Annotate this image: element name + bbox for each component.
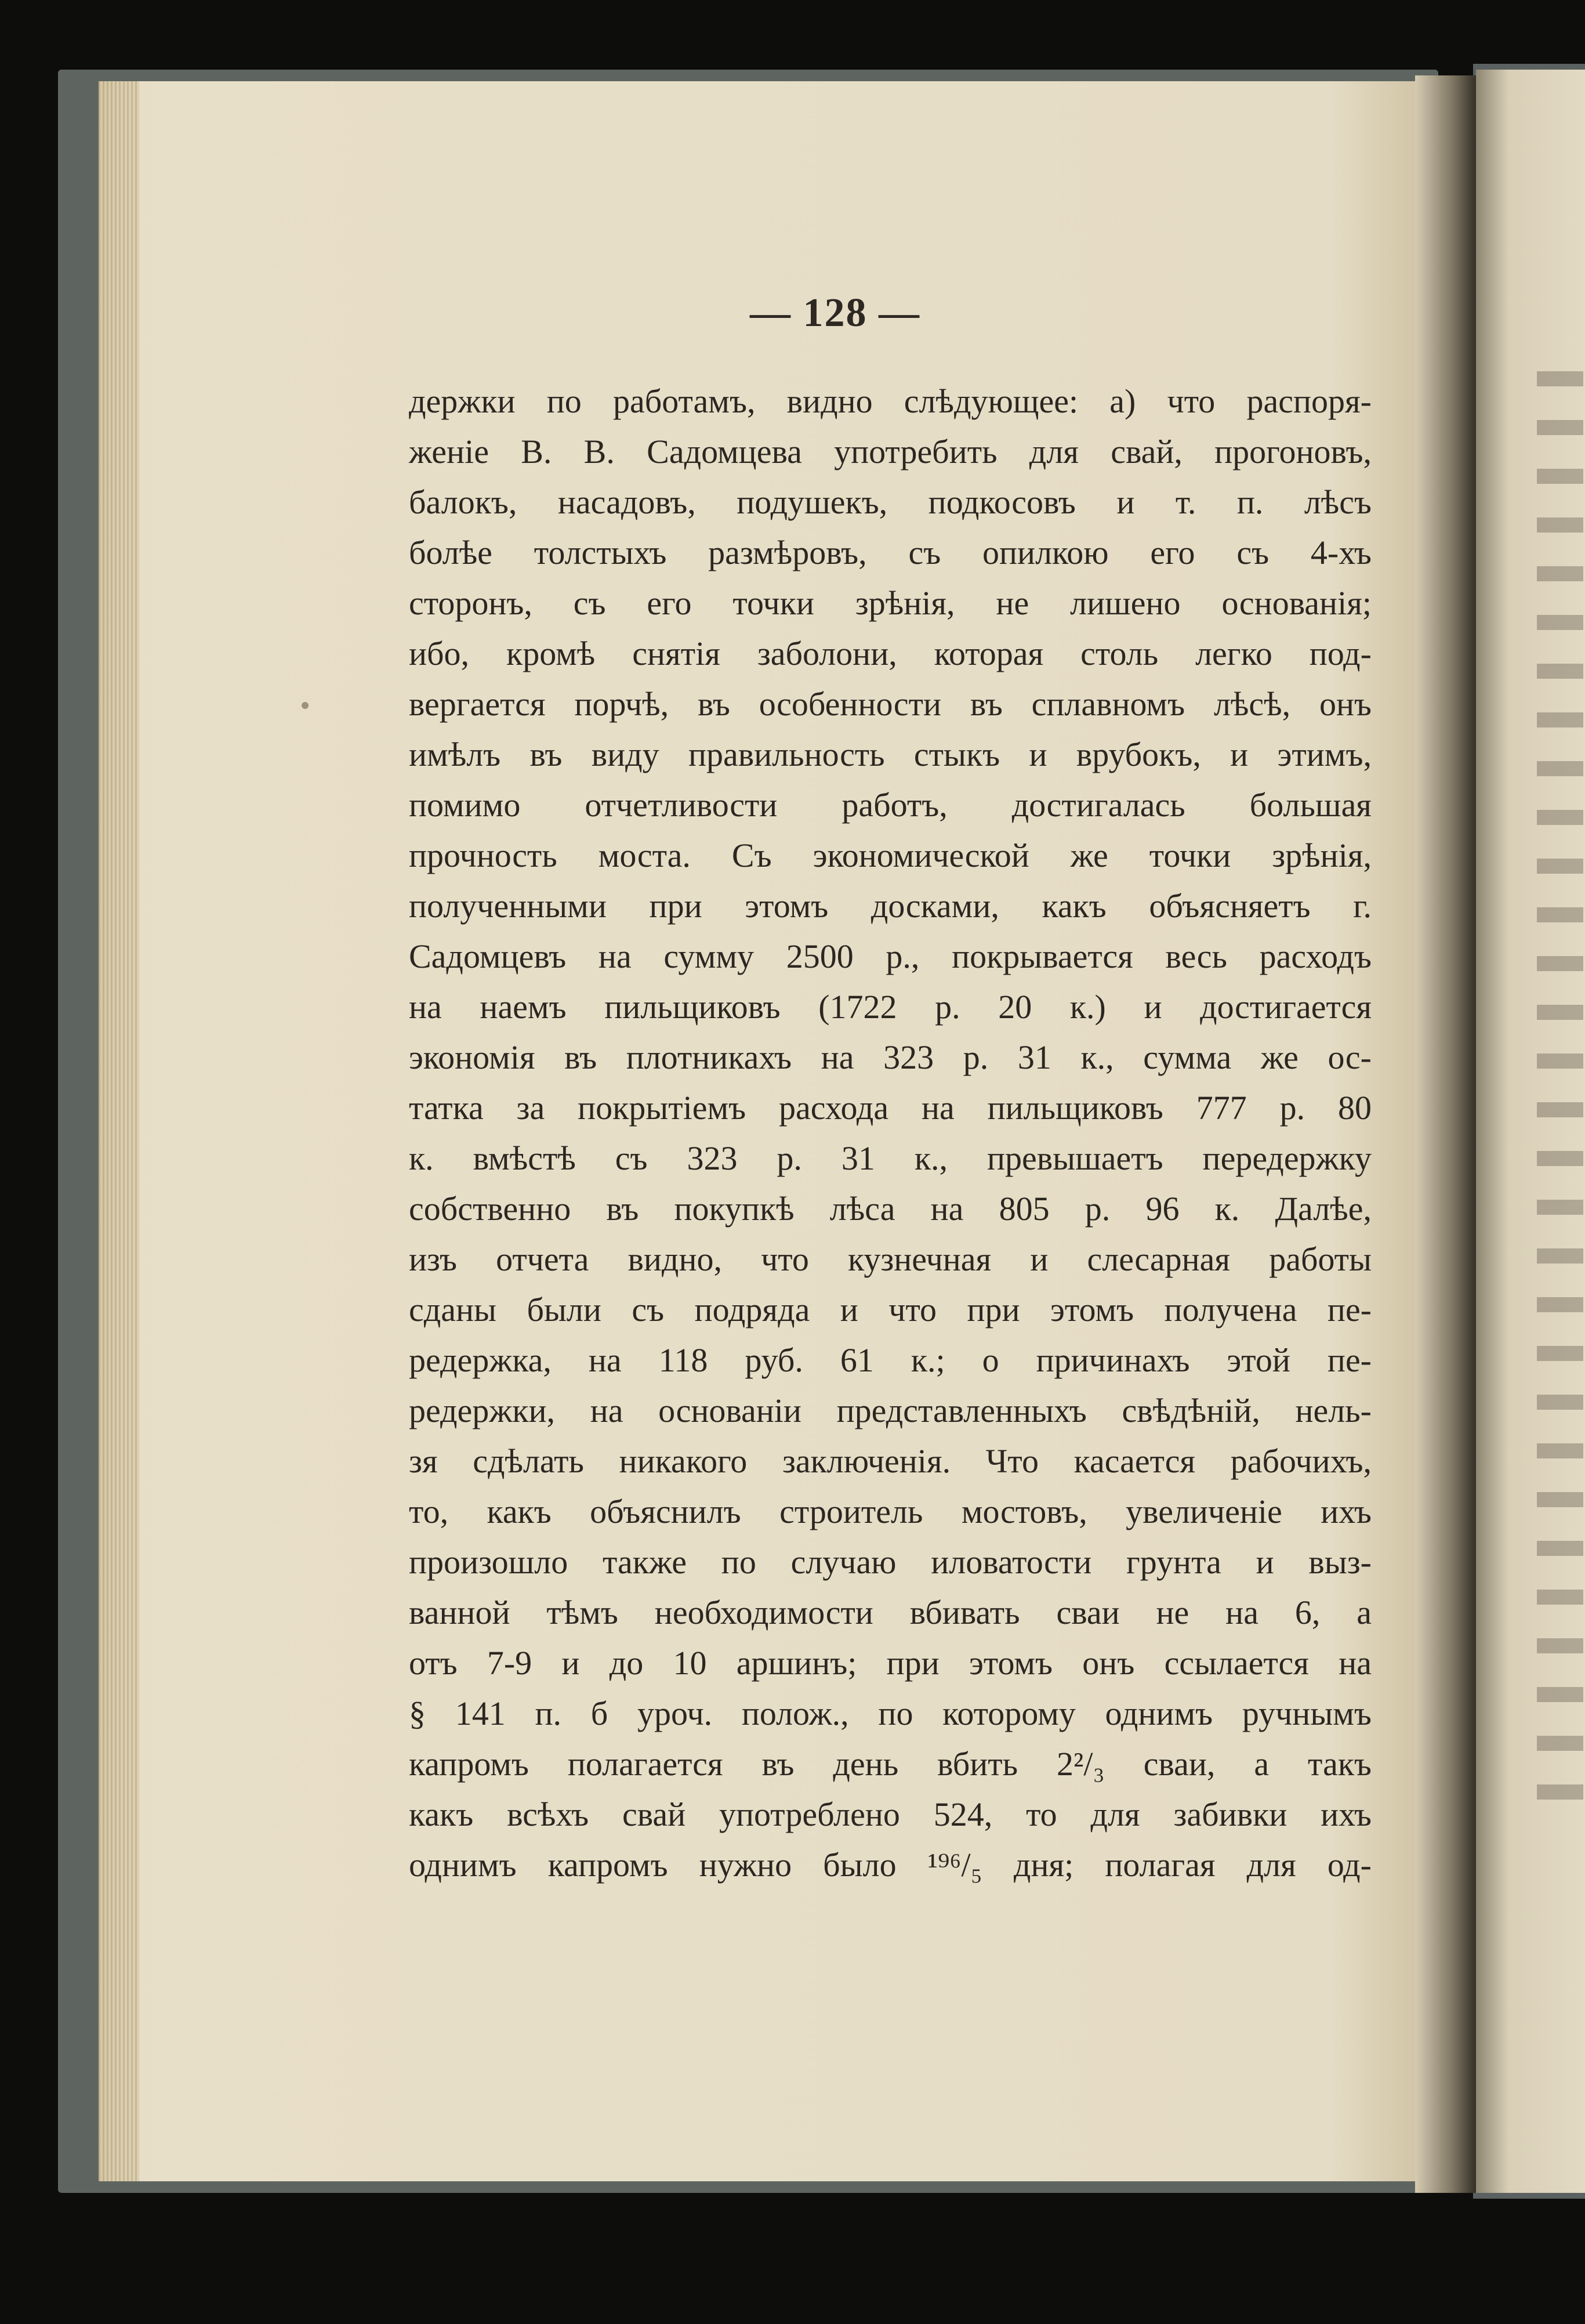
text-line: Садомцевъ на сумму 2500 р., покрывается весь расходъ: [409, 937, 1372, 975]
text-line: какъ всѣхъ свай употреблено 524, то для забивки ихъ: [409, 1796, 1372, 1833]
text-line: имѣлъ въ виду правильность стыкъ и врубокъ, и этимъ,: [409, 736, 1372, 773]
page-edges: [99, 81, 139, 2181]
text-line: однимъ капромъ нужно было ¹⁹⁶/₅ дня; полагая для од-: [409, 1846, 1372, 1884]
text-line: изъ отчета видно, что кузнечная и слесарная работы: [409, 1240, 1372, 1278]
book-gutter: [1415, 75, 1479, 2193]
text-line: вергается порчѣ, въ особенности въ сплавномъ лѣсѣ, онъ: [409, 685, 1372, 723]
text-line: болѣе толстыхъ размѣровъ, съ опилкою его съ 4-хъ: [409, 534, 1372, 571]
text-line: на наемъ пильщиковъ (1722 р. 20 к.) и достигается: [409, 988, 1372, 1026]
facing-page-text-fragment: [1537, 371, 1583, 1822]
text-line: татка за покрытіемъ расхода на пильщиковъ 777 р. 80: [409, 1089, 1372, 1127]
text-line: сторонъ, съ его точки зрѣнія, не лишено основанія;: [409, 584, 1372, 622]
text-line: ибо, кромѣ снятія заболони, которая столь легко под-: [409, 635, 1372, 672]
page-number: — 128 —: [750, 291, 920, 335]
body-text: [409, 376, 1372, 1931]
text-line: сданы были съ подряда и что при этомъ получена пе-: [409, 1291, 1372, 1328]
text-line: то, какъ объяснилъ строитель мостовъ, увеличеніе ихъ: [409, 1493, 1372, 1530]
text-line: отъ 7-9 и до 10 аршинъ; при этомъ онъ ссылается на: [409, 1644, 1372, 1682]
text-line: держки по работамъ, видно слѣдующее: а) что распоря-: [409, 382, 1372, 420]
text-line: помимо отчетливости работъ, достигалась большая: [409, 786, 1372, 824]
text-line: редержки, на основаніи представленныхъ свѣдѣній, нель-: [409, 1392, 1372, 1429]
text-line: редержка, на 118 руб. 61 к.; о причинахъ этой пе-: [409, 1341, 1372, 1379]
text-line: собственно въ покупкѣ лѣса на 805 р. 96 к. Далѣе,: [409, 1190, 1372, 1228]
text-line: зя сдѣлать никакого заключенія. Что касается рабочихъ,: [409, 1442, 1372, 1480]
text-line: § 141 п. б уроч. полож., по которому однимъ ручнымъ: [409, 1695, 1372, 1732]
text-line: ванной тѣмъ необходимости вбивать сваи не на 6, а: [409, 1594, 1372, 1631]
page-stain: [302, 702, 309, 709]
text-line: экономія въ плотникахъ на 323 р. 31 к., сумма же ос-: [409, 1038, 1372, 1076]
text-line: произошло также по случаю иловатости грунта и выз-: [409, 1543, 1372, 1581]
text-line: прочность моста. Съ экономической же точки зрѣнія,: [409, 837, 1372, 874]
text-line: капромъ полагается въ день вбить 2²/₃ сваи, а такъ: [409, 1745, 1372, 1783]
text-line: женіе В. В. Садомцева употребить для свай, прогоновъ,: [409, 433, 1372, 470]
text-line: к. вмѣстѣ съ 323 р. 31 к., превышаетъ передержку: [409, 1139, 1372, 1177]
text-line: полученными при этомъ досками, какъ объясняетъ г.: [409, 887, 1372, 925]
text-line: балокъ, насадовъ, подушекъ, подкосовъ и т. п. лѣсъ: [409, 483, 1372, 521]
